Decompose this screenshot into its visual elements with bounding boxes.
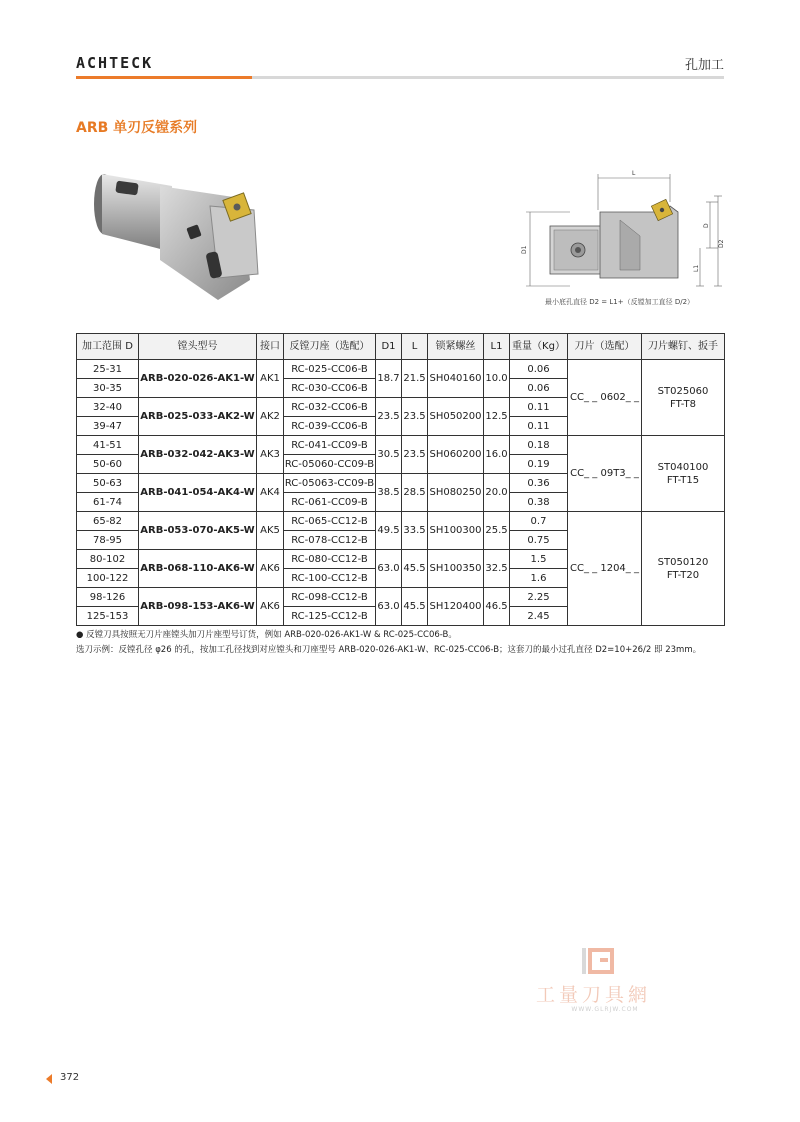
weight-cell: 0.75 xyxy=(510,531,568,550)
model-cell: ARB-032-042-AK3-W xyxy=(139,436,257,474)
brand-logo: ACHTECK xyxy=(76,54,154,72)
drawing-note: 最小底孔直径 D2 = L1+（反镗加工直径 D/2） xyxy=(545,298,695,306)
col-screw: 锁紧螺丝 xyxy=(428,334,484,360)
l1-cell: 16.0 xyxy=(484,436,510,474)
col-l: L xyxy=(402,334,428,360)
d1-cell: 63.0 xyxy=(376,550,402,588)
seat-cell: RC-061-CC09-B xyxy=(284,493,376,512)
page-number-text: 372 xyxy=(60,1072,80,1083)
wrench-code: FT-T15 xyxy=(666,474,700,486)
insert-cell: CC_ _ 1204_ _ xyxy=(568,512,642,626)
seat-cell: RC-065-CC12-B xyxy=(284,512,376,531)
dim-label-d: D xyxy=(703,223,710,228)
interface-cell: AK1 xyxy=(257,360,284,398)
table-row xyxy=(77,436,725,455)
dim-label-l: L xyxy=(632,170,636,177)
screw-cell: SH060200 xyxy=(428,436,484,474)
weight-cell: 0.36 xyxy=(510,474,568,493)
dim-label-d1: D1 xyxy=(521,245,528,254)
watermark-logo-icon xyxy=(530,946,680,980)
header-rule-accent xyxy=(76,76,252,79)
d1-cell: 49.5 xyxy=(376,512,402,550)
interface-cell: AK2 xyxy=(257,398,284,436)
seat-cell: RC-05060-CC09-B xyxy=(284,455,376,474)
d1-cell: 23.5 xyxy=(376,398,402,436)
l1-cell: 12.5 xyxy=(484,398,510,436)
range-cell: 78-95 xyxy=(77,531,139,550)
table-row xyxy=(77,512,725,531)
weight-cell: 1.5 xyxy=(510,550,568,569)
seat-cell: RC-125-CC12-B xyxy=(284,607,376,626)
range-cell: 61-74 xyxy=(77,493,139,512)
range-cell: 32-40 xyxy=(77,398,139,417)
seat-cell: RC-030-CC06-B xyxy=(284,379,376,398)
seat-cell: RC-080-CC12-B xyxy=(284,550,376,569)
dim-label-l1: L1 xyxy=(693,264,700,272)
spec-table xyxy=(76,333,725,626)
l-cell: 21.5 xyxy=(402,360,428,398)
weight-cell: 0.11 xyxy=(510,417,568,436)
seat-cell: RC-100-CC12-B xyxy=(284,569,376,588)
l-cell: 33.5 xyxy=(402,512,428,550)
insert-cell: CC_ _ 0602_ _ xyxy=(568,360,642,436)
watermark xyxy=(530,946,680,1016)
watermark-text: 工量刀具網 xyxy=(536,984,652,1006)
insert-screw-cell xyxy=(642,512,725,626)
weight-cell: 0.38 xyxy=(510,493,568,512)
range-cell: 50-60 xyxy=(77,455,139,474)
range-cell: 30-35 xyxy=(77,379,139,398)
screw-cell: SH120400 xyxy=(428,588,484,626)
watermark-url: WWW.GLRJW.COM xyxy=(571,1006,639,1013)
weight-cell: 0.18 xyxy=(510,436,568,455)
col-model: 镗头型号 xyxy=(139,334,257,360)
model-cell: ARB-041-054-AK4-W xyxy=(139,474,257,512)
weight-cell: 2.45 xyxy=(510,607,568,626)
weight-cell: 2.25 xyxy=(510,588,568,607)
l-cell: 28.5 xyxy=(402,474,428,512)
seat-cell: RC-025-CC06-B xyxy=(284,360,376,379)
col-seat: 反镗刀座（选配） xyxy=(284,334,376,360)
col-interface: 接口 xyxy=(257,334,284,360)
screw-cell: SH100350 xyxy=(428,550,484,588)
interface-cell: AK5 xyxy=(257,512,284,550)
product-photo xyxy=(80,160,280,310)
section-tag: 孔加工 xyxy=(684,58,724,73)
col-insert-screw: 刀片螺钉、扳手 xyxy=(642,334,725,360)
range-cell: 98-126 xyxy=(77,588,139,607)
series-title: ARB 单刃反镗系列 xyxy=(76,120,198,136)
l1-cell: 46.5 xyxy=(484,588,510,626)
model-cell: ARB-020-026-AK1-W xyxy=(139,360,257,398)
wrench-code: FT-T20 xyxy=(666,569,700,581)
weight-cell: 0.06 xyxy=(510,360,568,379)
range-cell: 25-31 xyxy=(77,360,139,379)
seat-cell: RC-098-CC12-B xyxy=(284,588,376,607)
screw-cell: SH040160 xyxy=(428,360,484,398)
seat-cell: RC-032-CC06-B xyxy=(284,398,376,417)
seat-cell: RC-05063-CC09-B xyxy=(284,474,376,493)
col-d1: D1 xyxy=(376,334,402,360)
col-l1: L1 xyxy=(484,334,510,360)
insert-screw-code: ST050120 xyxy=(657,556,709,568)
interface-cell: AK4 xyxy=(257,474,284,512)
l-cell: 23.5 xyxy=(402,436,428,474)
col-weight: 重量（Kg） xyxy=(510,334,568,360)
weight-cell: 0.06 xyxy=(510,379,568,398)
wrench-code: FT-T8 xyxy=(670,398,696,410)
l1-cell: 32.5 xyxy=(484,550,510,588)
model-cell: ARB-053-070-AK5-W xyxy=(139,512,257,550)
interface-cell: AK3 xyxy=(257,436,284,474)
weight-cell: 1.6 xyxy=(510,569,568,588)
notes xyxy=(76,628,701,658)
range-cell: 100-122 xyxy=(77,569,139,588)
range-cell: 39-47 xyxy=(77,417,139,436)
page-header xyxy=(76,52,724,82)
d1-cell: 38.5 xyxy=(376,474,402,512)
col-range: 加工范围 D xyxy=(77,334,139,360)
weight-cell: 0.7 xyxy=(510,512,568,531)
table-header-row xyxy=(77,334,725,360)
screw-cell: SH080250 xyxy=(428,474,484,512)
seat-cell: RC-041-CC09-B xyxy=(284,436,376,455)
weight-cell: 0.11 xyxy=(510,398,568,417)
l1-cell: 20.0 xyxy=(484,474,510,512)
range-cell: 50-63 xyxy=(77,474,139,493)
model-cell: ARB-068-110-AK6-W xyxy=(139,550,257,588)
d1-cell: 18.7 xyxy=(376,360,402,398)
interface-cell: AK6 xyxy=(257,588,284,626)
dim-label-d2: D2 xyxy=(718,239,725,248)
insert-screw-cell xyxy=(642,360,725,436)
model-cell: ARB-025-033-AK2-W xyxy=(139,398,257,436)
range-cell: 41-51 xyxy=(77,436,139,455)
insert-screw-code: ST025060 xyxy=(657,385,709,397)
insert-screw-code: ST040100 xyxy=(657,461,709,473)
seat-cell: RC-078-CC12-B xyxy=(284,531,376,550)
range-cell: 80-102 xyxy=(77,550,139,569)
d1-cell: 30.5 xyxy=(376,436,402,474)
table-row xyxy=(77,360,725,379)
page-number xyxy=(52,1072,79,1083)
screw-cell: SH100300 xyxy=(428,512,484,550)
l-cell: 23.5 xyxy=(402,398,428,436)
seat-cell: RC-039-CC06-B xyxy=(284,417,376,436)
interface-cell: AK6 xyxy=(257,550,284,588)
col-insert: 刀片（选配） xyxy=(568,334,642,360)
d1-cell: 63.0 xyxy=(376,588,402,626)
order-note: ● 反镗刀具按照无刀片座镗头加刀片座型号订货，例如 ARB-020-026-AK1-W & RC-025-CC06-B。 xyxy=(76,630,457,640)
l1-cell: 25.5 xyxy=(484,512,510,550)
l-cell: 45.5 xyxy=(402,550,428,588)
selection-example: 选刀示例：反镗孔径 φ26 的孔，按加工孔径找到对应镗头和刀座型号 ARB-020-026-AK1-W、RC-025-CC06-B；这套刀的最小过孔直径 D2=10+26/2 即 23mm。 xyxy=(76,645,702,655)
weight-cell: 0.19 xyxy=(510,455,568,474)
l1-cell: 10.0 xyxy=(484,360,510,398)
model-cell: ARB-098-153-AK6-W xyxy=(139,588,257,626)
l-cell: 45.5 xyxy=(402,588,428,626)
screw-cell: SH050200 xyxy=(428,398,484,436)
insert-screw-cell xyxy=(642,436,725,512)
insert-screw xyxy=(234,204,241,211)
insert-cell: CC_ _ 09T3_ _ xyxy=(568,436,642,512)
range-cell: 125-153 xyxy=(77,607,139,626)
technical-drawing xyxy=(520,166,730,296)
range-cell: 65-82 xyxy=(77,512,139,531)
